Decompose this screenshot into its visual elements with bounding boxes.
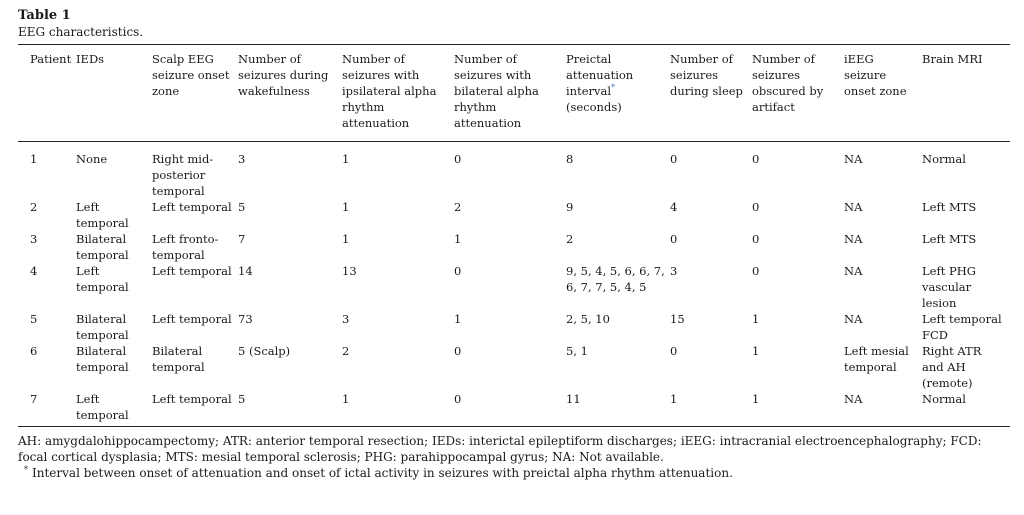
table-cell: 1 bbox=[454, 312, 462, 326]
header-cell: Number of seizures during sleep bbox=[670, 52, 743, 98]
table-cell: Left PHG vascular lesion bbox=[922, 264, 976, 310]
table-cell: NA bbox=[844, 264, 863, 278]
table-cell: Left temporal bbox=[152, 312, 232, 326]
table-cell: 5, 1 bbox=[566, 344, 588, 358]
table-cell: 0 bbox=[670, 344, 678, 358]
header-cell: Brain MRI bbox=[922, 52, 983, 66]
table-cell: 1 bbox=[752, 392, 760, 406]
table-cell: Left temporal bbox=[76, 392, 129, 422]
table-row bbox=[18, 142, 1010, 200]
table-container bbox=[18, 7, 1010, 481]
table-cell: Left temporal bbox=[76, 200, 129, 230]
table-cell: 0 bbox=[752, 152, 760, 166]
table-cell: 6 bbox=[30, 344, 38, 358]
table-cell: 9, 5, 4, 5, 6, 6, 7, 6, 7, 7, 5, 4, 5 bbox=[566, 264, 665, 294]
table-cell: Right mid-posterior temporal bbox=[152, 152, 214, 198]
table-cell: Left temporal bbox=[152, 392, 232, 406]
table-cell: Left mesial temporal bbox=[844, 344, 909, 374]
table-cell: Left temporal FCD bbox=[922, 312, 1002, 342]
footnote-star bbox=[18, 465, 1010, 481]
table-cell: 0 bbox=[670, 232, 678, 246]
table-cell: 3 bbox=[238, 152, 246, 166]
header-row bbox=[18, 45, 1010, 142]
header-cell: Number of seizures during wakefulness bbox=[238, 52, 329, 98]
header-cell-preictal bbox=[566, 45, 670, 142]
table-cell: Left temporal bbox=[152, 264, 232, 278]
header-preictal-units: (seconds) bbox=[566, 100, 622, 114]
table-cell: 1 bbox=[752, 344, 760, 358]
header-cell: IEDs bbox=[76, 52, 105, 66]
table-cell: 1 bbox=[752, 312, 760, 326]
header-cell: iEEG seizure onset zone bbox=[844, 52, 907, 98]
header-cell: Number of seizures with bilateral alpha rhythm attenuation bbox=[454, 52, 539, 130]
table-cell: 9 bbox=[566, 200, 574, 214]
table-cell: None bbox=[76, 152, 108, 166]
table-cell: Bilateral temporal bbox=[76, 232, 129, 262]
table-row bbox=[18, 263, 1010, 311]
table-cell: 0 bbox=[454, 344, 462, 358]
table-cell: Right ATR and AH (remote) bbox=[922, 344, 982, 390]
footnote-abbreviations: AH: amygdalohippocampectomy; ATR: anterior temporal resection; IEDs: interictal epileptiform discharges; iEEG: intracranial electroencephalography; FCD: focal cortical dysplasia; MTS: mesial temporal sclerosis; PHG: parahippocampal gyrus; NA: Not available. bbox=[18, 434, 982, 464]
table-cell: 0 bbox=[454, 392, 462, 406]
table-cell: 1 bbox=[342, 392, 350, 406]
table-cell: Left temporal bbox=[152, 200, 232, 214]
table-cell: 3 bbox=[670, 264, 678, 278]
table-row bbox=[18, 343, 1010, 391]
table-cell: Left MTS bbox=[922, 200, 977, 214]
header-cell: Number of seizures with ipsilateral alpha rhythm attenuation bbox=[342, 52, 437, 130]
table-cell: 0 bbox=[752, 232, 760, 246]
table-cell: 0 bbox=[752, 200, 760, 214]
table-row bbox=[18, 231, 1010, 263]
table-caption: EEG characteristics. bbox=[18, 25, 144, 39]
table-cell: 2 bbox=[566, 232, 574, 246]
header-cell: Number of seizures obscured by artifact bbox=[752, 52, 824, 114]
table-cell: 1 bbox=[30, 152, 38, 166]
table-cell: 0 bbox=[752, 264, 760, 278]
table-cell: 1 bbox=[454, 232, 462, 246]
table-cell: 2 bbox=[342, 344, 350, 358]
table-cell: Left temporal bbox=[76, 264, 129, 294]
table-row bbox=[18, 311, 1010, 343]
table-cell: 0 bbox=[454, 264, 462, 278]
header-cell: Scalp EEG seizure onset zone bbox=[152, 52, 230, 98]
table-cell: 1 bbox=[342, 152, 350, 166]
table-cell: 14 bbox=[238, 264, 253, 278]
table-cell: NA bbox=[844, 392, 863, 406]
table-cell: 5 bbox=[238, 200, 246, 214]
table-cell: Bilateral temporal bbox=[76, 344, 129, 374]
table-cell: NA bbox=[844, 232, 863, 246]
table-cell: 1 bbox=[342, 200, 350, 214]
table-cell: 4 bbox=[30, 264, 38, 278]
table-row bbox=[18, 391, 1010, 426]
table-cell: 0 bbox=[454, 152, 462, 166]
eeg-table bbox=[18, 45, 1010, 426]
table-label: Table 1 bbox=[18, 8, 71, 23]
table-cell: 5 bbox=[238, 392, 246, 406]
table-cell: Normal bbox=[922, 392, 966, 406]
table-cell: 11 bbox=[566, 392, 581, 406]
table-cell: 15 bbox=[670, 312, 685, 326]
table-cell: NA bbox=[844, 312, 863, 326]
table-row bbox=[18, 199, 1010, 231]
table-cell: 3 bbox=[30, 232, 38, 246]
header-cell: Patient bbox=[30, 52, 72, 66]
table-cell: 73 bbox=[238, 312, 253, 326]
table-cell: 3 bbox=[342, 312, 350, 326]
table-cell: 5 bbox=[30, 312, 38, 326]
table-cell: 2 bbox=[30, 200, 38, 214]
table-cell: 1 bbox=[342, 232, 350, 246]
table-cell: 7 bbox=[238, 232, 246, 246]
table-cell: NA bbox=[844, 200, 863, 214]
table-cell: 1 bbox=[670, 392, 678, 406]
table-cell: 8 bbox=[566, 152, 574, 166]
table-cell: Bilateral temporal bbox=[76, 312, 129, 342]
header-preictal-label: Preictal attenuation interval bbox=[566, 52, 634, 98]
footnote-marker: * bbox=[24, 465, 28, 474]
table-cell: 7 bbox=[30, 392, 38, 406]
table-cell: Left MTS bbox=[922, 232, 977, 246]
table-cell: 5 (Scalp) bbox=[238, 344, 291, 358]
footnote-star-text: Interval between onset of attenuation and onset of ictal activity in seizures with preictal alpha rhythm attenuation. bbox=[32, 466, 733, 480]
table-cell: NA bbox=[844, 152, 863, 166]
table-cell: Left fronto-temporal bbox=[152, 232, 219, 262]
table-cell: 13 bbox=[342, 264, 357, 278]
table-cell: 2, 5, 10 bbox=[566, 312, 610, 326]
table-cell: 0 bbox=[670, 152, 678, 166]
table-cell: 2 bbox=[454, 200, 462, 214]
header-footnote-marker: * bbox=[611, 83, 616, 93]
table-cell: Bilateral temporal bbox=[152, 344, 205, 374]
table-cell: Normal bbox=[922, 152, 966, 166]
table-cell: 4 bbox=[670, 200, 678, 214]
